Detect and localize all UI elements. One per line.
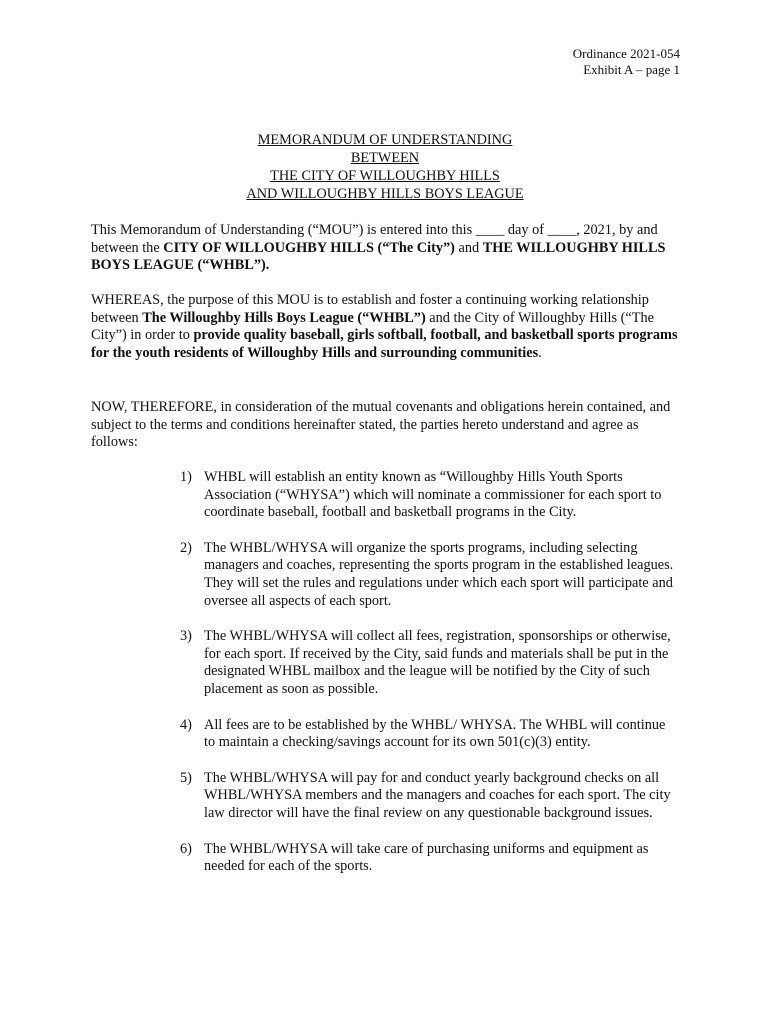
exhibit-label: Exhibit A – page 1: [583, 62, 680, 77]
intro-city-name: CITY OF WILLOUGHBY HILLS (“The City”): [163, 239, 455, 256]
title-line-2: BETWEEN: [350, 150, 420, 166]
ordinance-number: Ordinance 2021-054: [572, 46, 680, 61]
intro-paragraph: [91, 222, 683, 275]
item-text: All fees are to be established by the WHBL/ WHYSA. The WHBL will continue to maintain a checking/savings account for its own 501(c)(3) entity.: [204, 716, 666, 751]
whereas-text-3: .: [538, 344, 542, 361]
whereas-text-2: and the City of Willoughby Hills (“The City”) in order to: [91, 309, 654, 344]
document-title: [0, 131, 770, 203]
list-item: [180, 717, 680, 752]
item-number: 6): [180, 840, 192, 857]
item-number: 4): [180, 716, 192, 733]
item-text: The WHBL/WHYSA will take care of purchasing uniforms and equipment as needed for each of the sports.: [204, 840, 649, 875]
title-line-3: THE CITY OF WILLOUGHBY HILLS: [270, 168, 500, 184]
item-number: 3): [180, 628, 192, 645]
item-number: 1): [180, 469, 192, 485]
whereas-paragraph: [91, 292, 683, 362]
now-therefore-paragraph: NOW, THEREFORE, in consideration of the mutual covenants and obligations herein contained, and subject to the terms and conditions hereinafter stated, the parties hereto understand and agree as follows:: [91, 399, 671, 451]
list-item: [180, 770, 680, 823]
list-item: [180, 540, 680, 610]
item-text: WHBL will establish an entity known as “Willoughby Hills Youth Sports Association (“WHYSA”) which will nominate a commissioner for each sport to coordinate baseball, football and basketball programs in the City.: [204, 469, 662, 521]
item-text: The WHBL/WHYSA will collect all fees, registration, sponsorships or otherwise, for each sport. If received by the City, said funds and materials shall be put in the designated WHBL mailbox and the league will be notified by the City of such placement as soon as possible.: [204, 628, 671, 697]
terms-list: [180, 469, 680, 894]
whereas-league-name: The Willoughby Hills Boys League (“WHBL”): [142, 309, 426, 326]
list-item: [180, 841, 680, 876]
title-line-4: AND WILLOUGHBY HILLS BOYS LEAGUE: [246, 186, 524, 202]
intro-text-2: and: [454, 239, 483, 256]
title-line-1: MEMORANDUM OF UNDERSTANDING: [257, 132, 513, 148]
list-item: [180, 469, 680, 522]
intro-text-1: This Memorandum of Understanding (“MOU”) is entered into this ____ day of ____, 2021, by and between the: [91, 222, 658, 256]
list-item: [180, 628, 680, 698]
item-number: 5): [180, 769, 192, 786]
intro-league-name: THE WILLOUGHBY HILLS BOYS LEAGUE (“WHBL”).: [91, 239, 666, 274]
whereas-text-1: WHEREAS, the purpose of this MOU is to establish and foster a continuing working relationship between: [91, 292, 649, 326]
item-number: 2): [180, 539, 192, 556]
page-header: [573, 46, 680, 78]
whereas-purpose: provide quality baseball, girls softball, football, and basketball sports programs for the youth residents of Willoughby Hills and surrounding communities: [91, 327, 678, 361]
item-text: The WHBL/WHYSA will organize the sports programs, including selecting managers and coaches, representing the sports program in the established leagues. They will set the rules and regulations under which each sport will participate and oversee all aspects of each sport.: [204, 539, 674, 609]
item-text: The WHBL/WHYSA will pay for and conduct yearly background checks on all WHBL/WHYSA members and the managers and coaches for each sport. The city law director will have the final review on any questionable background issues.: [204, 769, 671, 821]
